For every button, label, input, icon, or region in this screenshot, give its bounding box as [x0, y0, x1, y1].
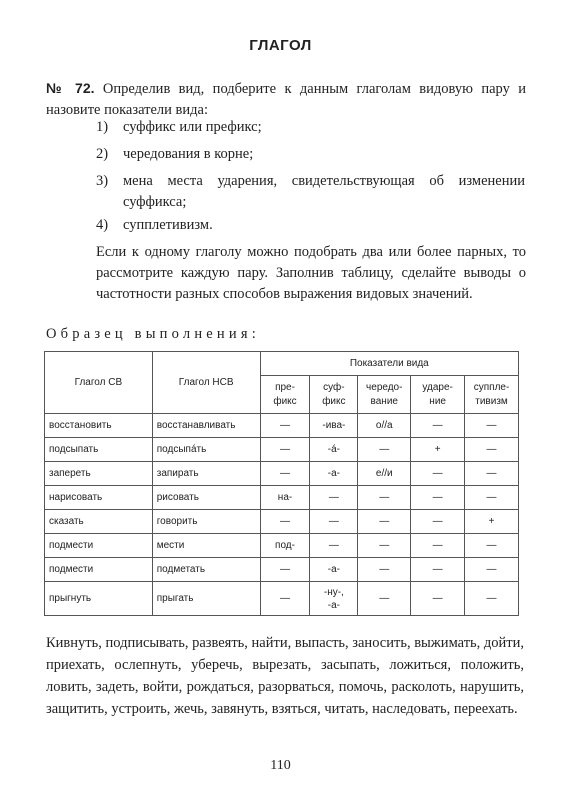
marker-cell: —	[260, 582, 310, 616]
header-nsv: Глагол НСВ	[152, 352, 260, 414]
marker-cell: о//а	[358, 414, 411, 438]
verb-cell: говорить	[152, 510, 260, 534]
marker-cell: —	[358, 510, 411, 534]
marker-cell: -а-	[310, 558, 358, 582]
marker-cell: —	[465, 582, 519, 616]
verb-cell: восстановить	[45, 414, 153, 438]
header-marker: ударе- ние	[411, 376, 465, 414]
marker-cell: —	[411, 582, 465, 616]
marker-cell: под-	[260, 534, 310, 558]
marker-cell: -ива-	[310, 414, 358, 438]
marker-cell: —	[411, 558, 465, 582]
marker-cell: —	[310, 534, 358, 558]
verb-cell: подмести	[45, 558, 153, 582]
header-marker: суф- фикс	[310, 376, 358, 414]
marker-cell: —	[411, 414, 465, 438]
verb-cell: подсыпáть	[152, 438, 260, 462]
marker-cell: —	[465, 414, 519, 438]
verb-cell: сказать	[45, 510, 153, 534]
item-number: 3)	[96, 173, 109, 189]
marker-cell: е//и	[358, 462, 411, 486]
marker-cell: —	[310, 510, 358, 534]
verb-cell: прыгнуть	[45, 582, 153, 616]
marker-cell: -á-	[310, 438, 358, 462]
marker-cell: —	[260, 414, 310, 438]
verb-aspect-table	[44, 351, 519, 616]
item-number: 4)	[96, 217, 109, 233]
marker-cell: —	[411, 510, 465, 534]
header-marker: пре- фикс	[260, 376, 310, 414]
table-row	[45, 486, 519, 510]
verb-cell: подсыпать	[45, 438, 153, 462]
item-number: 1)	[96, 119, 109, 135]
verb-cell: подмести	[45, 534, 153, 558]
task-text: Определив вид, подберите к данным глаголам видовую пару и назовите показатели вида:	[46, 81, 527, 118]
marker-cell: -ну-, -а-	[310, 582, 358, 616]
verb-cell: мести	[152, 534, 260, 558]
marker-cell: —	[411, 486, 465, 510]
table-row	[45, 534, 519, 558]
instructions-paragraph: Если к одному глаголу можно подобрать два или более парных, то рассмотрите каждую пару. Заполнив таблицу, сделайте выводы о частотности разных способов выражения видовых значений.	[96, 244, 526, 302]
marker-cell: —	[358, 558, 411, 582]
marker-cell: —	[358, 486, 411, 510]
page-number: 110	[270, 758, 291, 773]
item-text: чередования в корне;	[123, 146, 254, 162]
marker-cell: —	[465, 558, 519, 582]
header-sv: Глагол СВ	[45, 352, 153, 414]
marker-cell: —	[310, 486, 358, 510]
table-row	[45, 510, 519, 534]
marker-cell: +	[465, 510, 519, 534]
marker-cell: —	[411, 534, 465, 558]
verb-cell: нарисовать	[45, 486, 153, 510]
marker-cell: —	[465, 534, 519, 558]
marker-cell: —	[358, 438, 411, 462]
item-text: суффикс или префикс;	[123, 119, 262, 135]
table-row	[45, 462, 519, 486]
marker-cell: -а-	[310, 462, 358, 486]
item-number: 2)	[96, 146, 109, 162]
item-text: супплетивизм.	[123, 217, 213, 233]
table-row	[45, 582, 519, 616]
header-marker: чередо- вание	[358, 376, 411, 414]
task-number: № 72.	[46, 80, 95, 96]
verb-cell: подметать	[152, 558, 260, 582]
task-statement	[46, 78, 526, 121]
marker-cell: —	[465, 462, 519, 486]
verb-cell: запереть	[45, 462, 153, 486]
marker-cell: —	[411, 462, 465, 486]
table-row	[45, 558, 519, 582]
marker-cell: —	[260, 558, 310, 582]
marker-cell: —	[358, 582, 411, 616]
verb-cell: прыгать	[152, 582, 260, 616]
table-row	[45, 414, 519, 438]
marker-cell: —	[260, 462, 310, 486]
sample-label: Образец выполнения:	[46, 326, 260, 342]
marker-cell: на-	[260, 486, 310, 510]
verb-cell: восстанавливать	[152, 414, 260, 438]
chapter-title: ГЛАГОЛ	[249, 37, 312, 54]
verb-cell: запирать	[152, 462, 260, 486]
marker-cell: —	[465, 486, 519, 510]
marker-cell: —	[260, 438, 310, 462]
table-row	[45, 438, 519, 462]
marker-cell: —	[358, 534, 411, 558]
item-text: мена места ударения, свидетельствующая об изменении суффикса;	[123, 173, 525, 210]
verb-cell: рисовать	[152, 486, 260, 510]
marker-cell: —	[465, 438, 519, 462]
marker-cell: +	[411, 438, 465, 462]
exercise-word-list: Кивнуть, подписывать, развеять, найти, выпасть, заносить, выжимать, дойти, приехать, ослепнуть, уберечь, вырезать, засыпать, ложиться, положить, ловить, задеть, войти, рождаться, разорваться, помочь, расколоть, нарушить, защитить, устроить, жечь, завянуть, взяться, читать, наследовать, переехать.	[46, 635, 525, 717]
header-aspect-markers: Показатели вида	[260, 352, 518, 376]
marker-cell: —	[260, 510, 310, 534]
header-marker: суппле- тивизм	[465, 376, 519, 414]
